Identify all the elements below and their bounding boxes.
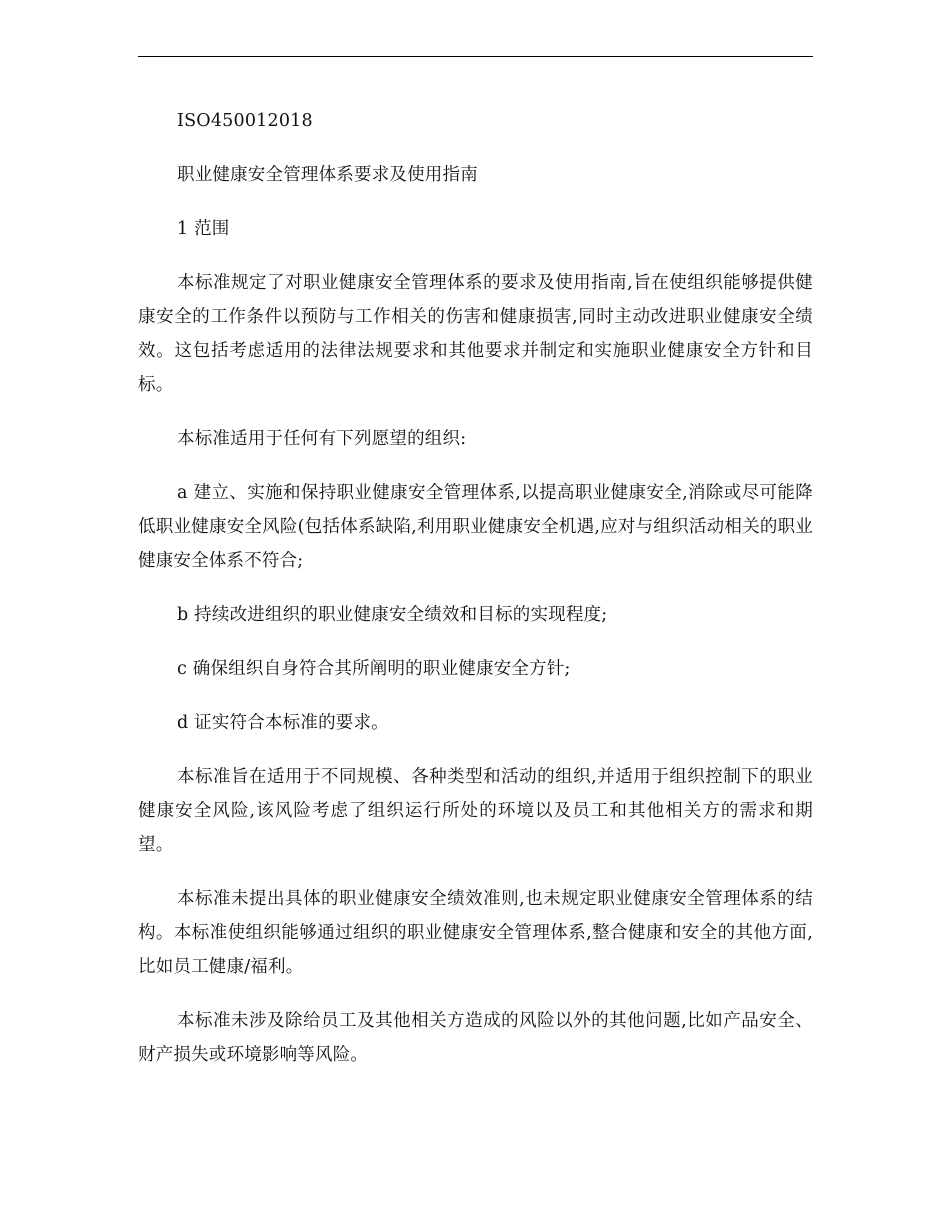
paragraph-scope: 本标准规定了对职业健康安全管理体系的要求及使用指南,旨在使组织能够提供健康安全的工作条件以预防与工作相关的伤害和健康损害,同时主动改进职业健康安全绩效。这包括考虑适用的法律法规要求和其他要求并制定和实施职业健康安全方针和目标。 bbox=[138, 273, 813, 395]
paragraph-applicability: 本标准适用于任何有下列愿望的组织: bbox=[177, 429, 467, 449]
list-item-c: c 确保组织自身符合其所阐明的职业健康安全方针; bbox=[177, 659, 571, 679]
list-item-b: b 持续改进组织的职业健康安全绩效和目标的实现程度; bbox=[177, 605, 608, 625]
paragraph-exclusions: 本标准未涉及除给员工及其他相关方造成的风险以外的其他问题,比如产品安全、财产损失或环境影响等风险。 bbox=[138, 1011, 813, 1065]
list-item-d: d 证实符合本标准的要求。 bbox=[177, 713, 389, 733]
section-heading: 1 范围 bbox=[177, 219, 230, 239]
paragraph-intent: 本标准旨在适用于不同规模、各种类型和活动的组织,并适用于组织控制下的职业健康安全风险,该风险考虑了组织运行所处的环境以及员工和其他相关方的需求和期望。 bbox=[138, 767, 813, 855]
document-title: 职业健康安全管理体系要求及使用指南 bbox=[177, 165, 478, 185]
paragraph-criteria: 本标准未提出具体的职业健康安全绩效准则,也未规定职业健康安全管理体系的结构。本标准使组织能够通过组织的职业健康安全管理体系,整合健康和安全的其他方面,比如员工健康/福利。 bbox=[138, 889, 813, 977]
document-code: ISO450012018 bbox=[177, 111, 313, 131]
header-rule bbox=[138, 56, 813, 57]
list-item-a: a 建立、实施和保持职业健康安全管理体系,以提高职业健康安全,消除或尽可能降低职业健康安全风险(包括体系缺陷,利用职业健康安全机遇,应对与组织活动相关的职业健康安全体系不符合; bbox=[138, 483, 813, 571]
document-body bbox=[138, 104, 813, 1092]
